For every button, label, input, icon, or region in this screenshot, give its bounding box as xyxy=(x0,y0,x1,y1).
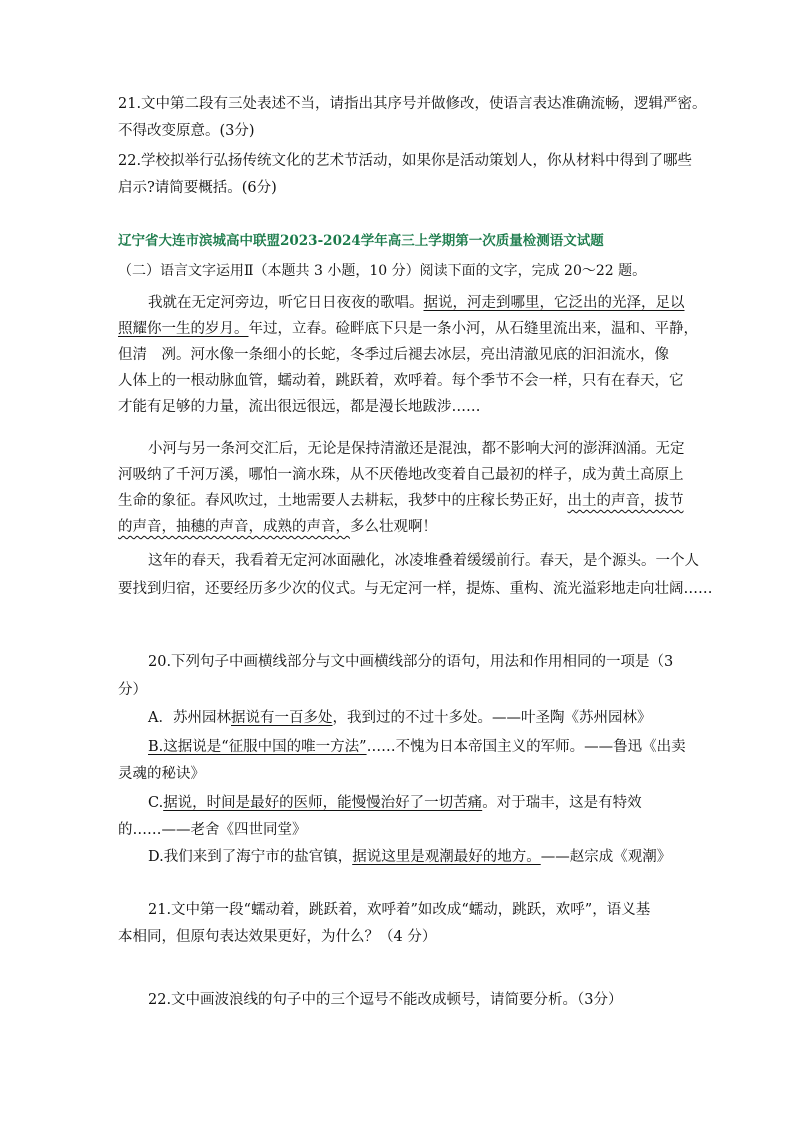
passage-text: 多么壮观啊！ xyxy=(350,519,437,535)
underlined-phrase: B.这据说是“征服中国的唯一方法” xyxy=(148,739,367,755)
option-c-line2: 的……——老舍《四世同堂》 xyxy=(118,822,307,838)
wavy-underlined-phrase: 的声音，抽穗的声音，成熟的声音， xyxy=(118,519,350,535)
passage-p1-line1 xyxy=(148,293,685,313)
underlined-phrase: 照耀你一生的岁月。 xyxy=(118,321,249,337)
question-20-line1: 20.下列句子中画横线部分与文中画横线部分的语句，用法和作用相同的一项是（3 xyxy=(148,654,674,670)
question-22: 22.文中画波浪线的句子中的三个逗号不能改成顿号，请简要分析。（3分） xyxy=(148,992,623,1008)
passage-p3-line1: 这年的春天，我看着无定河冰面融化，冰凌堆叠着缓缓前行。春天，是个源头。一个人 xyxy=(148,553,699,569)
passage-text: 我就在无定河旁边，听它日日夜夜的歌唱。 xyxy=(148,295,424,311)
prev-question-22-line1: 22.学校拟举行弘扬传统文化的艺术节活动，如果你是活动策划人，你从材料中得到了哪些 xyxy=(118,153,693,169)
passage-p1-line4: 人体上的一根动脉血管，蠕动着，跳跃着，欢呼着。每个季节不会一样，只有在春天，它 xyxy=(118,373,684,389)
passage-p2-line1: 小河与另一条河交汇后，无论是保持清澈还是混浊，都不影响大河的澎湃汹涌。无定 xyxy=(148,441,685,457)
option-a xyxy=(148,708,651,728)
passage-p2-line4 xyxy=(118,517,437,537)
option-a-text: A．苏州园林 xyxy=(148,710,231,726)
section-intro: （二）语言文字运用Ⅱ（本题共 3 小题，10 分）阅读下面的文字，完成 20～22 题。 xyxy=(118,263,647,279)
prev-question-22-line2: 启示?请简要概括。(6分) xyxy=(118,180,277,196)
passage-p2-line2: 河吸纳了千河万溪，哪怕一滴水珠，从不厌倦地改变着自己最初的样子，成为黄土高原上 xyxy=(118,467,684,483)
passage-p3-line2: 要找到归宿，还要经历多少次的仪式。与无定河一样，提炼、重构、流光溢彩地走向壮阔…… xyxy=(118,581,713,597)
option-b-text: ……不愧为日本帝国主义的军师。——鲁迅《出卖 xyxy=(366,739,686,755)
question-21-line2: 本相同，但原句表达效果更好，为什么？（4 分） xyxy=(118,929,437,945)
question-21-line1: 21.文中第一段“蠕动着，跳跃着，欢呼着”如改成“蠕动，跳跃，欢呼”，语义基 xyxy=(148,902,651,918)
wavy-underlined-phrase: 出土的声音，拔节 xyxy=(567,493,684,509)
source-title: 辽宁省大连市滨城高中联盟2023-2024学年高三上学期第一次质量检测语文试题 xyxy=(118,233,604,249)
underlined-phrase: 据说，河走到哪里，它泛出的光泽，足以 xyxy=(423,295,685,311)
option-d-text: ——赵宗成《观潮》 xyxy=(540,849,672,865)
option-c-text: C. xyxy=(148,795,164,811)
passage-p1-line3: 但清 冽。河水像一条细小的长蛇，冬季过后褪去冰层，亮出清澈见底的汩汩流水，像 xyxy=(118,347,669,363)
passage-text: 生命的象征。春风吹过，土地需要人去耕耘，我梦中的庄稼长势正好， xyxy=(118,493,568,509)
passage-p1-line2 xyxy=(118,319,698,339)
option-b xyxy=(148,737,686,757)
passage-p2-line3 xyxy=(118,491,684,511)
option-c-text: 。对于瑞丰，这是有特效 xyxy=(482,795,642,811)
option-a-text: ，我到过的不过十多处。——叶圣陶《苏州园林》 xyxy=(332,710,652,726)
question-20-line2: 分） xyxy=(118,682,147,698)
option-c xyxy=(148,793,642,813)
prev-question-21-line1: 21.文中第二段有三处表述不当，请指出其序号并做修改，使语言表达准确流畅，逻辑严密。 xyxy=(118,96,707,112)
option-b-line2: 灵魂的秘诀》 xyxy=(118,766,205,782)
option-d-text: D.我们来到了海宁市的盐官镇， xyxy=(148,849,353,865)
passage-p1-line5: 才能有足够的力量，流出很远很远，都是漫长地跋涉…… xyxy=(118,399,481,415)
option-d xyxy=(148,847,671,867)
underlined-phrase: 据说这里是观潮最好的地方。 xyxy=(352,849,541,865)
underlined-phrase: 据说有一百多处 xyxy=(230,710,333,726)
underlined-phrase: 据说，时间是最好的医师，能慢慢治好了一切苦痛 xyxy=(163,795,483,811)
passage-text: 年过，立春。硷畔底下只是一条小河，从石缝里流出来，温和、平静， xyxy=(248,321,698,337)
prev-question-21-line2: 不得改变原意。(3分) xyxy=(118,123,255,139)
